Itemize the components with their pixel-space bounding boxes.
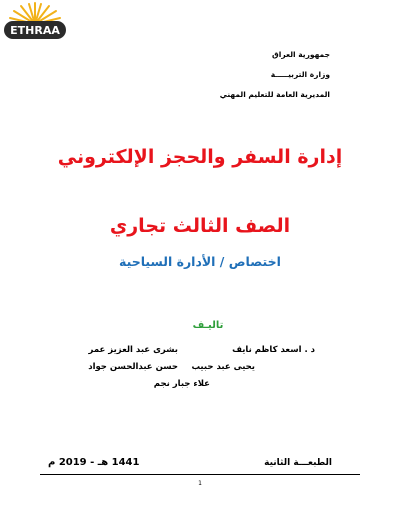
- book-title: إدارة السفر والحجز الإلكتروني: [57, 146, 343, 168]
- footer-divider: [40, 474, 360, 475]
- publication-year: 1441 هـ - 2019 م: [48, 457, 140, 468]
- page-number: 1: [198, 480, 202, 487]
- author-4: حسن عبدالحسن جواد: [88, 362, 178, 372]
- grade-title: الصف الثالث تجاري: [109, 215, 291, 237]
- logo-text: ETHRAA: [10, 24, 60, 37]
- authored-label: تاليـف: [192, 320, 224, 331]
- author-2: بشرى عبد العزيز عمر: [88, 345, 178, 355]
- author-1: د . اسعد كاظم نايف: [232, 345, 315, 355]
- ministry-name: وزارة التربيـــــة: [270, 70, 330, 79]
- author-5: علاء جبار نجم: [153, 379, 210, 389]
- country-name: جمهورية العراق: [272, 50, 330, 59]
- ethraa-logo: [2, 2, 68, 42]
- directorate-name: المديرية العامة للتعليم المهني: [219, 90, 330, 99]
- ministry-header: [170, 45, 330, 105]
- edition-label: الطبعـــة الثانية: [264, 458, 332, 468]
- specialization-title: اختصاص / الأدارة السياحية: [119, 254, 281, 269]
- author-3: يحيى عبد حبيب: [191, 362, 255, 372]
